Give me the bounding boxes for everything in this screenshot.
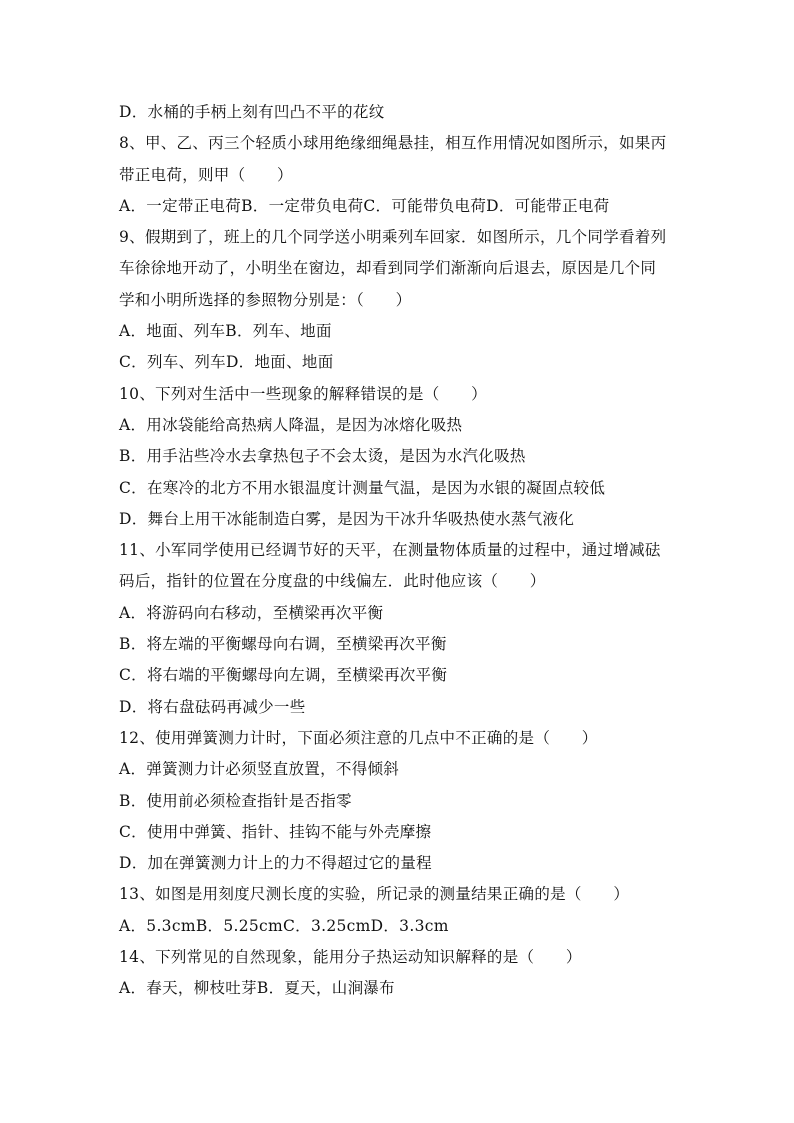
- question-11-option-a: A．将游码向右移动，至横梁再次平衡: [119, 603, 384, 622]
- question-12-option-a: A．弹簧测力计必须竖直放置，不得倾斜: [119, 760, 400, 779]
- question-12-stem: 12、使用弹簧测力计时，下面必须注意的几点中不正确的是（ ）: [119, 728, 598, 747]
- question-9-options-ab: A．地面、列车B．列车、地面: [119, 322, 332, 341]
- question-12-option-d: D．加在弹簧测力计上的力不得超过它的量程: [119, 854, 432, 873]
- question-11-option-c: C．将右端的平衡螺母向左调，至横梁再次平衡: [119, 666, 448, 685]
- question-11-line-1: 11、小军同学使用已经调节好的天平，在测量物体质量的过程中，通过增减砝: [119, 541, 661, 560]
- question-9-line-3: 学和小明所选择的参照物分别是：（ ）: [119, 290, 412, 309]
- question-13-options: A．5.3cmB．5.25cmC．3.25cmD．3.3cm: [119, 916, 449, 935]
- question-14-options-ab: A．春天，柳枝吐芽B．夏天，山涧瀑布: [119, 979, 395, 998]
- question-8-options: A．一定带正电荷B．一定带负电荷C．可能带负电荷D．可能带正电荷: [119, 196, 610, 215]
- question-11-line-2: 码后，指针的位置在分度盘的中线偏左．此时他应该（ ）: [119, 572, 546, 591]
- question-10-option-d: D．舞台上用干冰能制造白雾，是因为干冰升华吸热使水蒸气液化: [119, 509, 575, 528]
- question-text-block: [119, 97, 694, 1005]
- question-9-options-cd: C．列车、列车D．地面、地面: [119, 353, 334, 372]
- question-9-line-2: 车徐徐地开动了，小明坐在窗边，却看到同学们渐渐向后退去，原因是几个同: [119, 259, 657, 278]
- question-13-stem: 13、如图是用刻度尺测长度的实验，所记录的测量结果正确的是（ ）: [119, 885, 630, 904]
- question-8-line-2: 带正电荷，则甲（ ）: [119, 165, 293, 184]
- question-10-option-c: C．在寒冷的北方不用水银温度计测量气温，是因为水银的凝固点较低: [119, 478, 606, 497]
- question-10-option-a: A．用冰袋能给高热病人降温，是因为冰熔化吸热: [119, 415, 463, 434]
- option-d-q7: D．水桶的手柄上刻有凹凸不平的花纹: [119, 103, 385, 121]
- question-8-line-1: 8、甲、乙、丙三个轻质小球用绝缘细绳悬挂，相互作用情况如图所示，如果丙: [119, 134, 667, 153]
- question-14-stem: 14、下列常见的自然现象，能用分子热运动知识解释的是（ ）: [119, 948, 582, 967]
- question-10-stem: 10、下列对生活中一些现象的解释错误的是（ ）: [119, 384, 487, 403]
- question-12-option-c: C．使用中弹簧、指针、挂钩不能与外壳摩擦: [119, 822, 432, 841]
- question-11-option-d: D．将右盘砝码再减少一些: [119, 697, 306, 716]
- question-11-option-b: B．将左端的平衡螺母向右调，至横梁再次平衡: [119, 635, 447, 654]
- question-9-line-1: 9、假期到了，班上的几个同学送小明乘列车回家．如图所示，几个同学看着列: [119, 228, 667, 247]
- question-10-option-b: B．用手沾些冷水去拿热包子不会太烫，是因为水汽化吸热: [119, 447, 526, 466]
- question-12-option-b: B．使用前必须检查指针是否指零: [119, 791, 352, 810]
